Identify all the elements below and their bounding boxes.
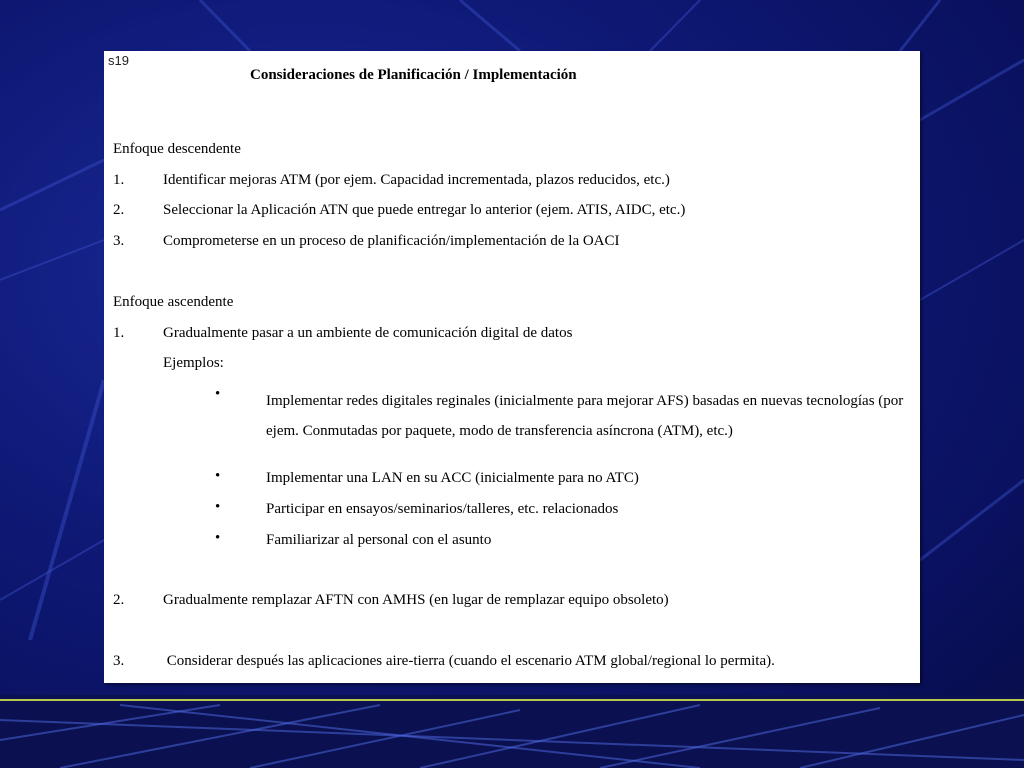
bullet-item: [113, 386, 913, 448]
bullet-symbol: •: [215, 468, 221, 484]
list-number: 3.: [113, 653, 125, 669]
bullet-text: Familiarizar al personal con el asunto: [266, 532, 492, 548]
list-number: 1.: [113, 325, 125, 341]
slide-title: Consideraciones de Planificación / Implementación: [250, 67, 577, 83]
list-text: Gradualmente remplazar AFTN con AMHS (en lugar de remplazar equipo obsoleto): [163, 592, 669, 608]
list-text: Seleccionar la Aplicación ATN que puede entregar lo anterior (ejem. ATIS, AIDC, etc.): [163, 202, 686, 218]
section-heading-top-down: Enfoque descendente: [113, 141, 241, 157]
list-number: 2.: [113, 202, 125, 218]
slide-content-panel: [104, 51, 920, 683]
list-text: Identificar mejoras ATM (por ejem. Capacidad incrementada, plazos reducidos, etc.): [163, 172, 670, 188]
list-text: Considerar después las aplicaciones aire-tierra (cuando el escenario ATM global/regional lo permita).: [163, 653, 775, 669]
bullet-text: Implementar redes digitales reginales (inicialmente para mejorar AFS) basadas en nuevas tecnologías (por ejem. Conmutadas por paquete, modo de transferencia asíncrona (ATM), etc.): [266, 393, 904, 439]
section-heading-bottom-up: Enfoque ascendente: [113, 294, 234, 310]
bullet-text: Implementar una LAN en su ACC (inicialmente para no ATC): [266, 470, 639, 486]
list-text: Comprometerse en un proceso de planificación/implementación de la OACI: [163, 233, 620, 249]
bullet-symbol: •: [215, 499, 221, 515]
slide-number: s19: [108, 53, 129, 68]
list-number: 2.: [113, 592, 125, 608]
bullet-symbol: •: [215, 530, 221, 546]
list-number: 1.: [113, 172, 125, 188]
list-text: Gradualmente pasar a un ambiente de comunicación digital de datos: [163, 325, 573, 341]
list-number: 3.: [113, 233, 125, 249]
examples-label: Ejemplos:: [163, 355, 224, 371]
bullet-text: Participar en ensayos/seminarios/talleres, etc. relacionados: [266, 501, 619, 517]
bullet-symbol: •: [215, 386, 221, 402]
